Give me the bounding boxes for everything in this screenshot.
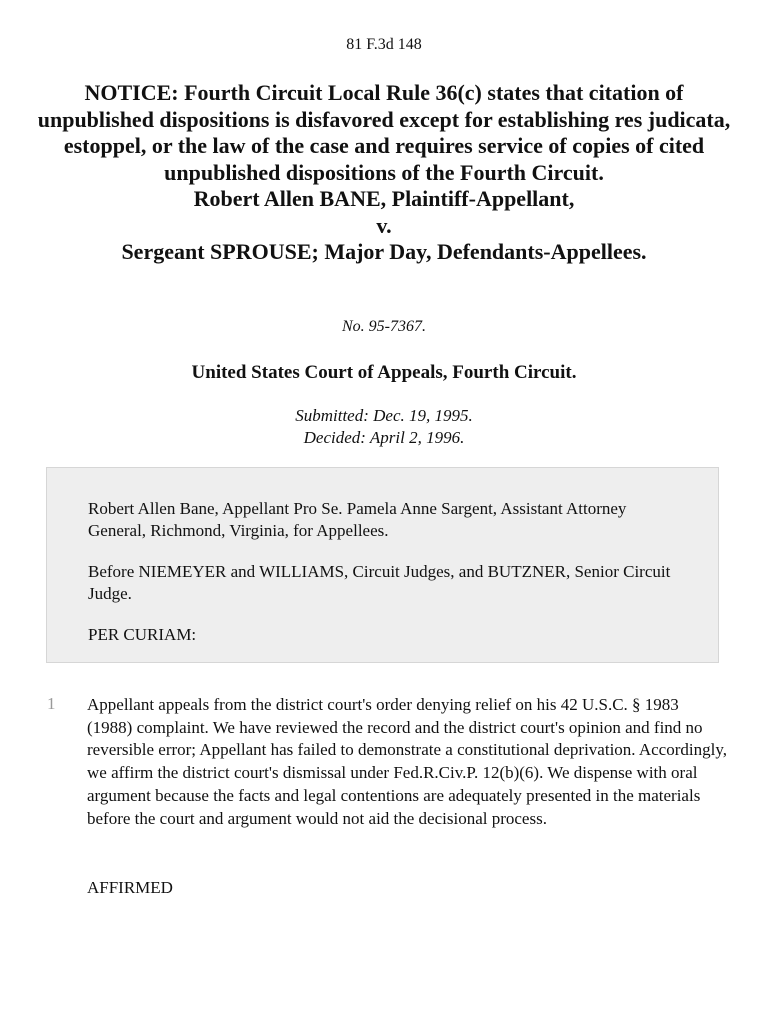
court-name: United States Court of Appeals, Fourth Circuit.	[191, 362, 577, 383]
docket-number: No. 95-7367.	[342, 318, 426, 335]
defendants-name: Sergeant SPROUSE; Major Day, Defendants-Appellees.	[121, 239, 647, 264]
case-dates	[0, 405, 768, 449]
case-info-panel	[46, 467, 719, 663]
disposition-text: AFFIRMED	[87, 878, 173, 897]
notice-text: NOTICE: Fourth Circuit Local Rule 36(c) states that citation of unpublished dispositions is disfavored except for establishing res judicata, estoppel, or the law of the case and requires service of copies of cited unpublished dispositions of the Fourth Circuit.	[37, 80, 731, 185]
submitted-date: Submitted: Dec. 19, 1995.	[295, 406, 473, 425]
opinion-paragraph: Appellant appeals from the district court's order denying relief on his 42 U.S.C. § 1983 (1988) complaint. We have reviewed the record and the district court's opinion and find no reversible error; Appellant has failed to demonstrate a constitutional deprivation. Accordingly, we affirm the district court's dismissal under Fed.R.Civ.P. 12(b)(6). We dispense with oral argument because the facts and legal contentions are adequately presented in the materials before the court and argument would not aid the decisional process.	[87, 695, 727, 828]
versus-text: v.	[376, 212, 392, 238]
judges-text: Before NIEMEYER and WILLIAMS, Circuit Judges, and BUTZNER, Senior Circuit Judge.	[88, 562, 671, 603]
case-title	[30, 80, 738, 266]
case-citation: 81 F.3d 148	[346, 36, 422, 53]
plaintiff-name: Robert Allen BANE, Plaintiff-Appellant,	[193, 186, 575, 211]
counsel-text: Robert Allen Bane, Appellant Pro Se. Pamela Anne Sargent, Assistant Attorney General, Richmond, Virginia, for Appellees.	[88, 499, 627, 540]
per-curiam-label: PER CURIAM:	[88, 625, 197, 644]
decided-date: Decided: April 2, 1996.	[303, 428, 465, 447]
paragraph-number: 1	[47, 694, 56, 713]
